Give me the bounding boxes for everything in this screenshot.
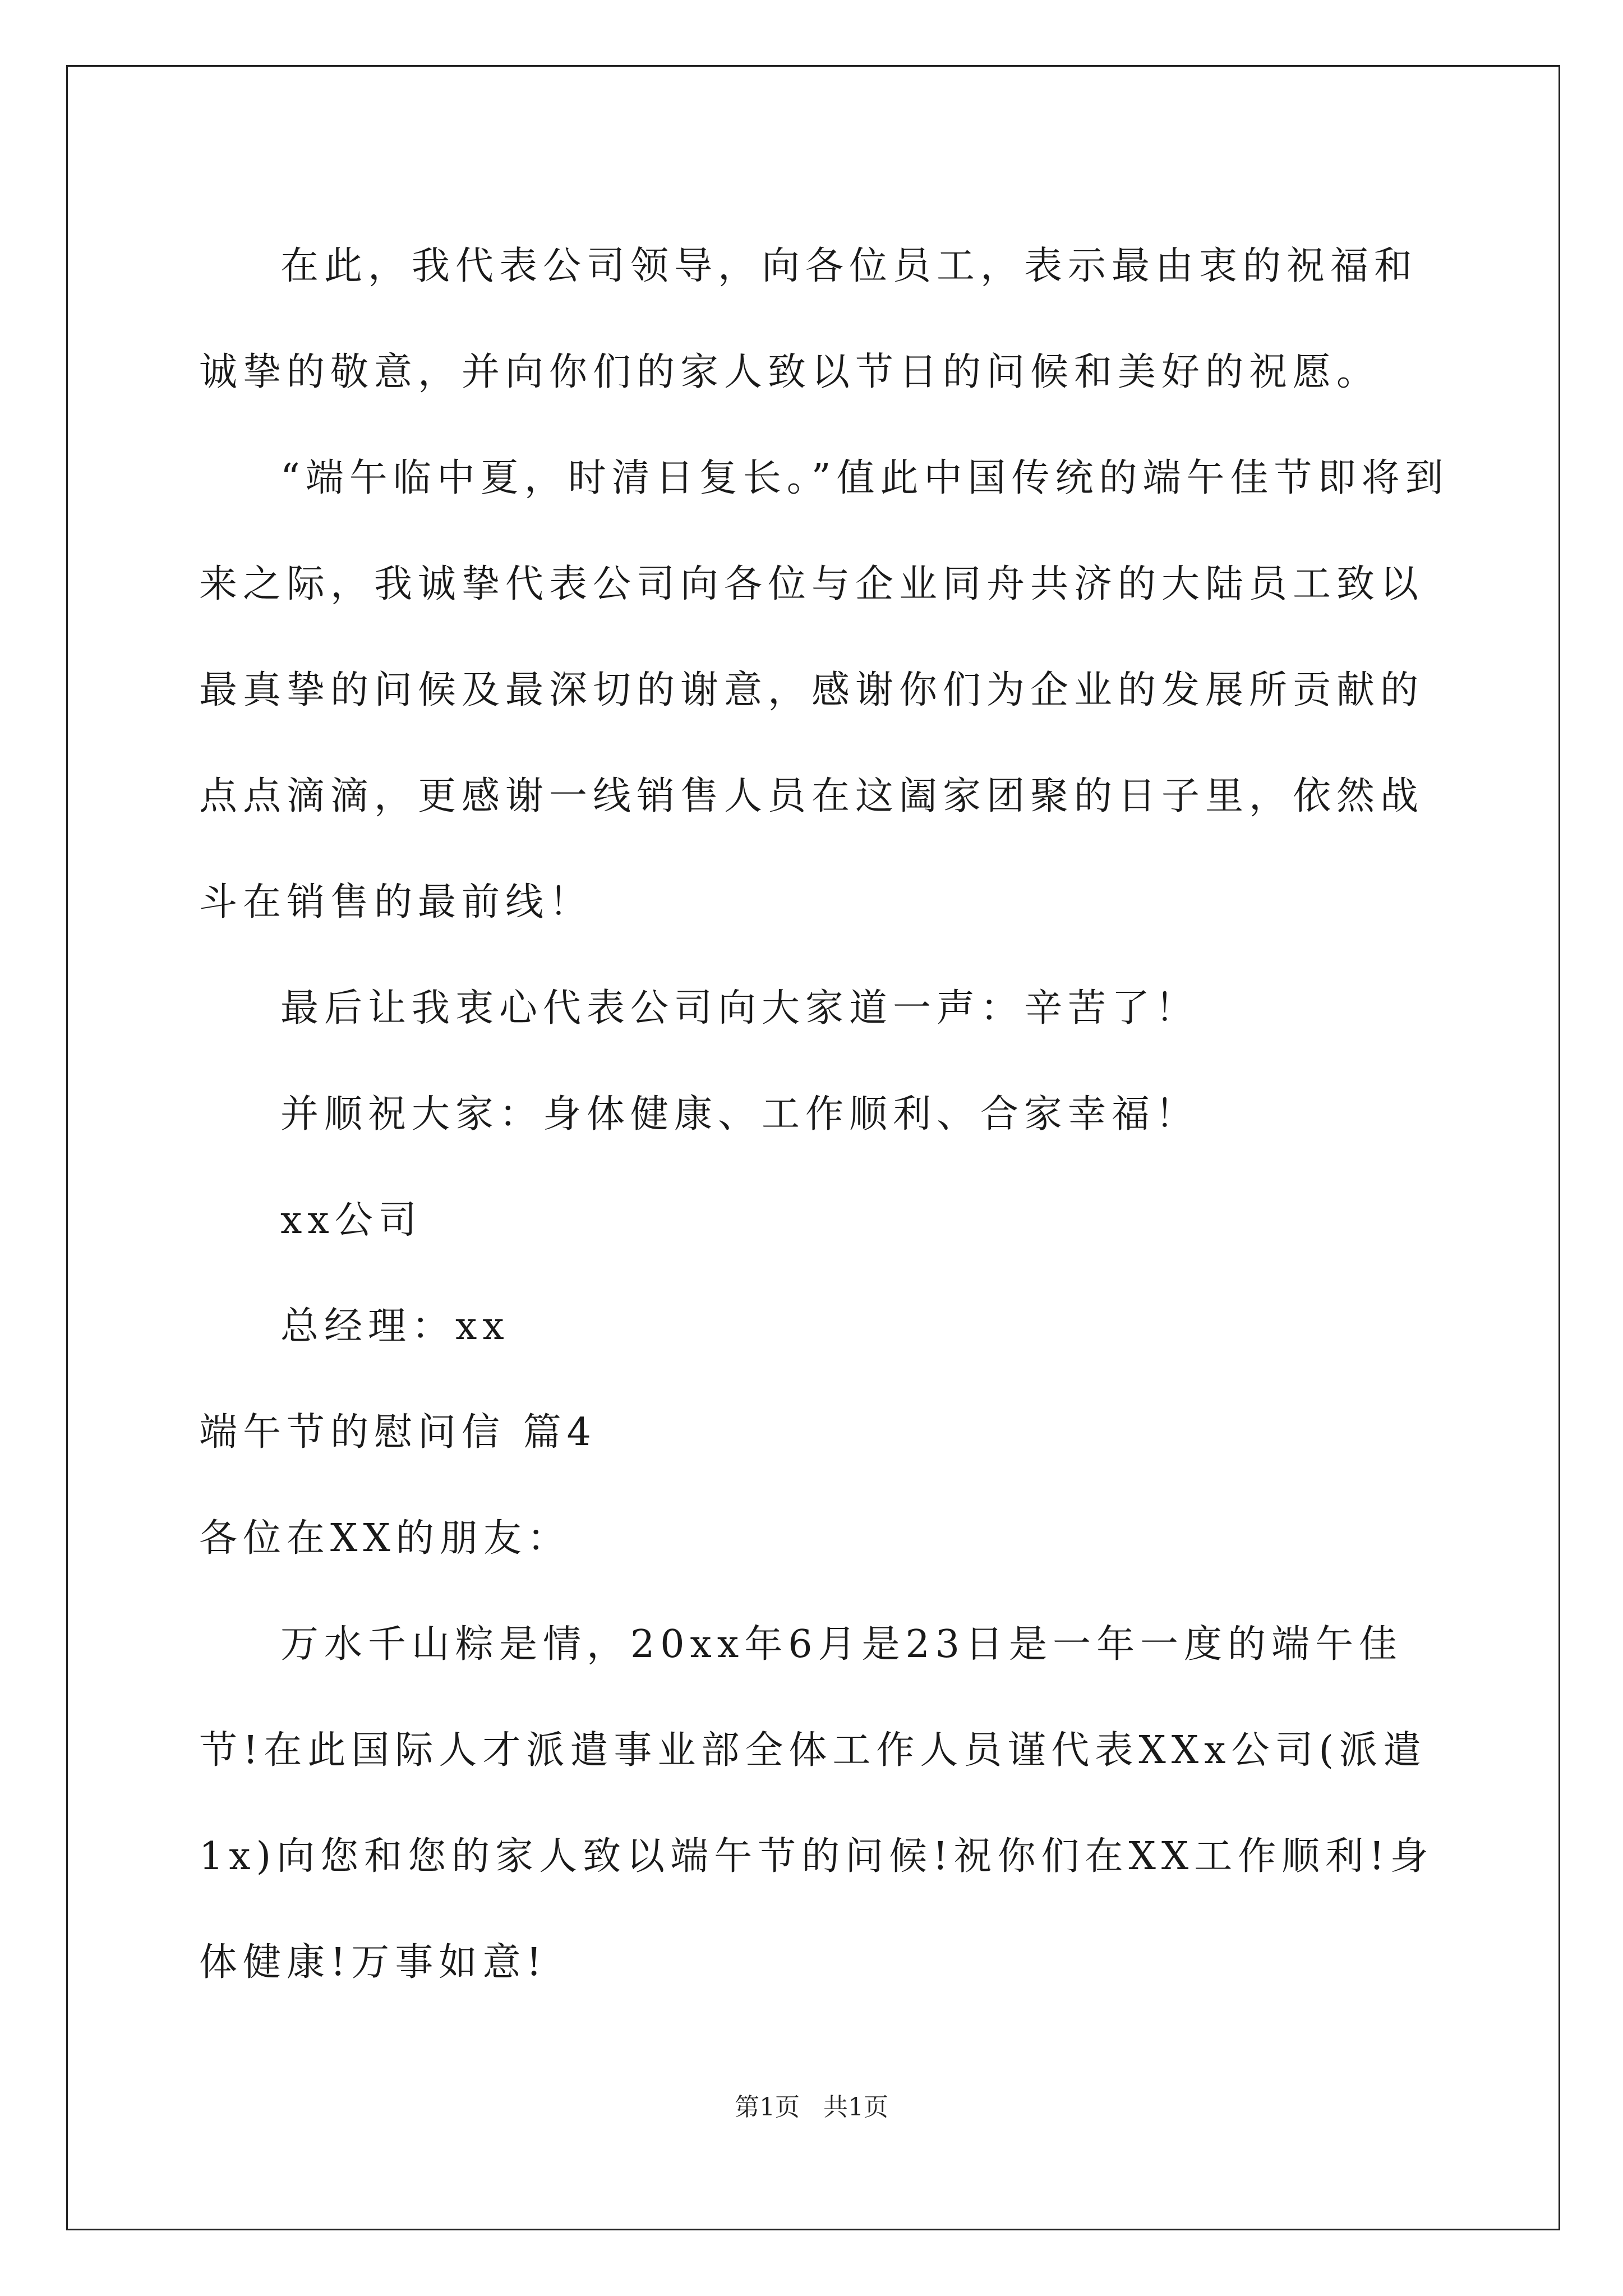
paragraph-wishes: 并顺祝大家：身体健康、工作顺利、合家幸福！	[280, 1092, 1200, 1137]
page-footer	[0, 2087, 1623, 2123]
section-heading: 端午节的慰问信 篇4	[199, 1410, 597, 1455]
signature-company: xx公司	[280, 1198, 422, 1243]
paragraph-letter-body: 万水千山粽是情，20xx年6月是23日是一年一度的端午佳节!在此国际人才派遣事业部全体工作人员谨代表XXx公司(派遣1x)向您和您的家人致以端午节的问候!祝你们在XX工作顺利!身体健康!万事如意!	[199, 1622, 1434, 1985]
paragraph-thanks: 最后让我衷心代表公司向大家道一声：辛苦了！	[280, 986, 1200, 1030]
paragraph-dragon-boat-message: “端午临中夏，时清日复长。”值此中国传统的端午佳节即将到来之际，我诚挚代表公司向各位与企业同舟共济的大陆员工致以最真挚的问候及最深切的谢意，感谢你们为企业的发展所贡献的点点滴滴，更感谢一线销售人员在这阖家团聚的日子里，依然战斗在销售的最前线！	[199, 456, 1449, 924]
signature-manager: 总经理：xx	[280, 1304, 510, 1349]
page-number-total: 共1页	[823, 2093, 888, 2122]
page-number-current: 第1页	[735, 2093, 800, 2122]
salutation: 各位在XX的朋友：	[199, 1516, 571, 1561]
paragraph-greeting: 在此，我代表公司领导，向各位员工，表示最由衷的祝福和诚挚的敬意，并向你们的家人致以节日的问候和美好的祝愿。	[199, 244, 1418, 394]
document-body	[199, 213, 1450, 2016]
